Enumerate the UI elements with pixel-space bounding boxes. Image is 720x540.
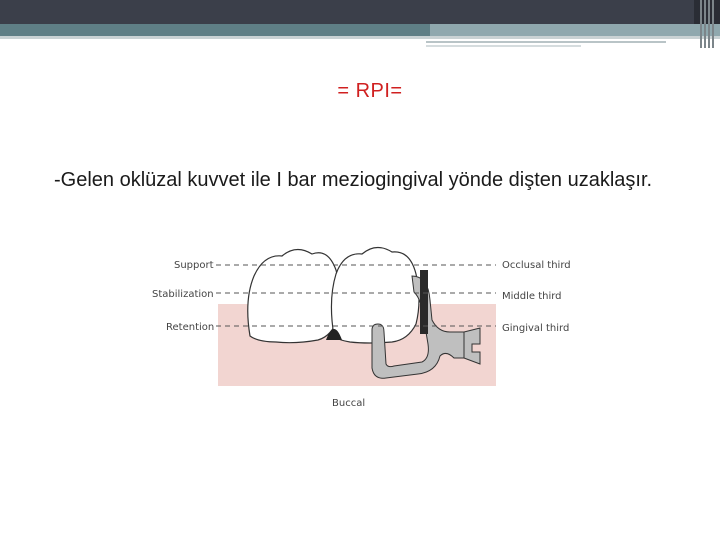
label-support: Support xyxy=(174,260,214,271)
header-rule-short xyxy=(426,41,666,43)
label-gingival-third: Gingival third xyxy=(502,323,570,334)
header-band-highlight xyxy=(430,24,720,36)
header-bar xyxy=(0,0,720,24)
guide-plate xyxy=(420,270,428,334)
header-rule xyxy=(0,36,720,39)
label-buccal: Buccal xyxy=(332,398,366,409)
label-occlusal-third: Occlusal third xyxy=(502,260,571,271)
tooth-left xyxy=(248,249,340,342)
rpi-diagram xyxy=(146,240,586,420)
label-middle-third: Middle third xyxy=(502,291,562,302)
header-stripes xyxy=(700,0,714,48)
header-band xyxy=(0,24,720,36)
label-stabilization: Stabilization xyxy=(152,289,214,300)
slide-body-text: -Gelen oklüzal kuvvet ile I bar meziogingival yönde dişten uzaklaşır. xyxy=(54,169,653,191)
rpi-clasp-figure xyxy=(146,240,586,420)
header-rule-shorter xyxy=(426,45,581,47)
slide-title: = RPI= xyxy=(337,80,403,102)
label-retention: Retention xyxy=(166,322,215,333)
